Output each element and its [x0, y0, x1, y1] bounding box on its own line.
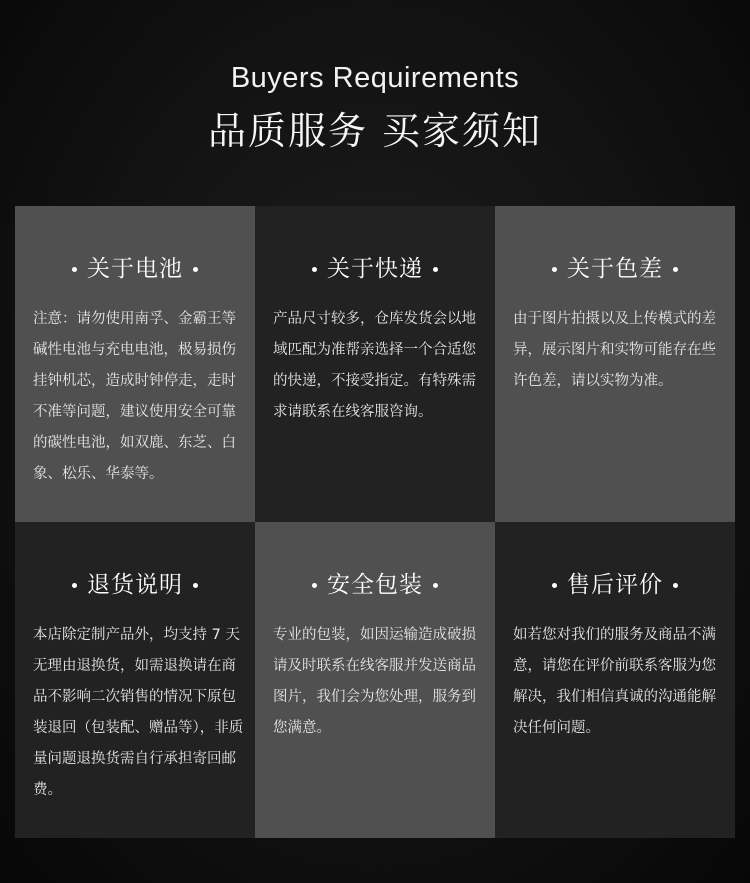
card-packaging: [255, 522, 495, 838]
bullet-dot-icon: [72, 267, 77, 272]
page-header: [0, 58, 750, 154]
card-title: [501, 254, 729, 284]
bullet-dot-icon: [433, 267, 438, 272]
card-title-text: 安全包装: [327, 572, 423, 598]
card-title: [261, 254, 489, 284]
bullet-dot-icon: [552, 583, 557, 588]
bullet-dot-icon: [312, 267, 317, 272]
page-title-english: Buyers Requirements: [230, 62, 520, 94]
card-color-difference: [495, 206, 735, 522]
card-title-text: 退货说明: [87, 572, 183, 598]
bullet-dot-icon: [193, 583, 198, 588]
card-body: 产品尺寸较多，仓库发货会以地域匹配为准帮亲选择一个合适您的快递，不接受指定。有特殊需求请联系在线客服咨询。: [273, 311, 476, 420]
bullet-dot-icon: [72, 583, 77, 588]
card-title: [501, 570, 729, 600]
card-title-text: 关于色差: [567, 256, 663, 282]
card-battery: [15, 206, 255, 522]
bullet-dot-icon: [433, 583, 438, 588]
card-title-text: 关于快递: [327, 256, 423, 282]
page-title-chinese: 品质服务 买家须知: [207, 109, 543, 153]
bullet-dot-icon: [673, 267, 678, 272]
card-title-text: 关于电池: [87, 256, 183, 282]
card-body: 本店除定制产品外，均支持 7 天无理由退换货，如需退换请在商品不影响二次销售的情况下原包装退回（包装配、赠品等），非质量问题退换货需自行承担寄回邮费。: [33, 627, 244, 798]
card-title: [261, 570, 489, 600]
bullet-dot-icon: [193, 267, 198, 272]
card-body: 如若您对我们的服务及商品不满意，请您在评价前联系客服为您解决，我们相信真诚的沟通能解决任何问题。: [513, 627, 716, 736]
card-body: 专业的包装，如因运输造成破损请及时联系在线客服并发送商品图片，我们会为您处理，服务到您满意。: [273, 627, 476, 736]
info-card-grid: [15, 206, 735, 838]
card-returns: [15, 522, 255, 838]
card-body: 注意：请勿使用南孚、金霸王等碱性电池与充电电池，极易损伤挂钟机芯，造成时钟停走，走时不准等问题，建议使用安全可靠的碳性电池，如双鹿、东芝、白象、松乐、华泰等。: [33, 311, 236, 482]
bullet-dot-icon: [312, 583, 317, 588]
card-after-sales: [495, 522, 735, 838]
bullet-dot-icon: [673, 583, 678, 588]
card-delivery: [255, 206, 495, 522]
card-title: [21, 570, 249, 600]
card-title-text: 售后评价: [567, 572, 663, 598]
card-title: [21, 254, 249, 284]
card-body: 由于图片拍摄以及上传模式的差异，展示图片和实物可能存在些许色差，请以实物为准。: [513, 311, 716, 389]
bullet-dot-icon: [552, 267, 557, 272]
